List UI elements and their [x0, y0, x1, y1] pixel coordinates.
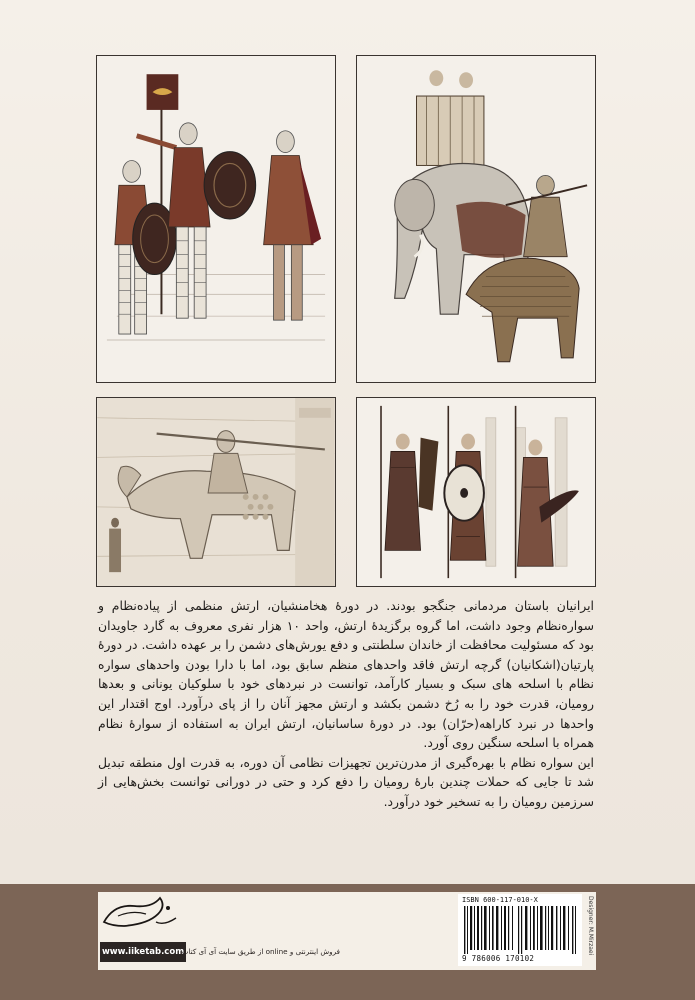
online-sale-note: فروش اینترنتی و online از طریق سایت آی آی کتاب — [181, 947, 340, 956]
achaemenid-soldiers-drawing — [97, 56, 335, 382]
back-cover-description — [98, 596, 594, 812]
isbn-label: ISBN 600-117-010-X — [462, 896, 538, 904]
description-paragraph: ایرانیان باستان مردمانی جنگجو بودند. در دورهٔ هخامنشیان، ارتش منظمی از پیاده‌نظام و سواره‌نظام وجود داشت، اما گروه برگزیدهٔ ارتش، واحد ۱۰ هزار نفری معروف به گارد جاویدان بود که مسئولیت محافظت از خاندان سلطنتی و دفع یورش‌های دشمن را بر عهده داشت. در دورهٔ پارتیان(اشکانیان) گرچه ارتش فاقد واحدهای منظم سابق بود، اما با دارا بودن واحدهای سواره نظام با اسلحه های سبک و بسیار کارآمد، توانست در نبردهای خود با سلوکیان یونانی و بعدها رومیان، قدرت خود را به رُخ دشمن بکشد و ارتش مجهز آنان را از پای درآورد. اوج اقتدار این واحدها در نبرد کاراهه(حرّان) بود. در دورهٔ ساسانیان، ارتش ایران به استفاده از سوارهٔ نظام همراه با اسلحه سنگین روی آورد. — [98, 598, 594, 751]
footer-band — [0, 884, 695, 1000]
war-elephant-drawing — [357, 56, 595, 382]
illustration-sasanian-relief — [96, 397, 336, 587]
illustration-war-elephant — [356, 55, 596, 383]
designer-credit: Designer: M.Mirzaei — [587, 896, 594, 956]
website-url: www.iiketab.com — [100, 942, 186, 962]
publisher-logo — [98, 892, 184, 934]
barcode-number: 9 786006 170102 — [462, 954, 535, 963]
illustration-achaemenid-soldiers — [96, 55, 336, 383]
description-paragraph: این سواره نظام با بهره‌گیری از مدرن‌ترین تجهیزات نظامی آن دوره، به قدرت اول منطقه تبدیل شد تا جایی که حملات چندین بارهٔ رومیان را دفع کرد و حتی در دورانی توانست بخش‌هایی از سرزمین رومیان را به تسخیر خود درآورد. — [98, 754, 594, 809]
footer-panel — [98, 892, 596, 970]
isbn-barcode — [458, 894, 582, 966]
publisher-logo-drawing — [98, 892, 184, 934]
barcode-bars — [462, 906, 578, 954]
immortals-guard-drawing — [357, 398, 595, 586]
illustration-immortals-guard — [356, 397, 596, 587]
sasanian-relief-drawing — [97, 398, 335, 586]
